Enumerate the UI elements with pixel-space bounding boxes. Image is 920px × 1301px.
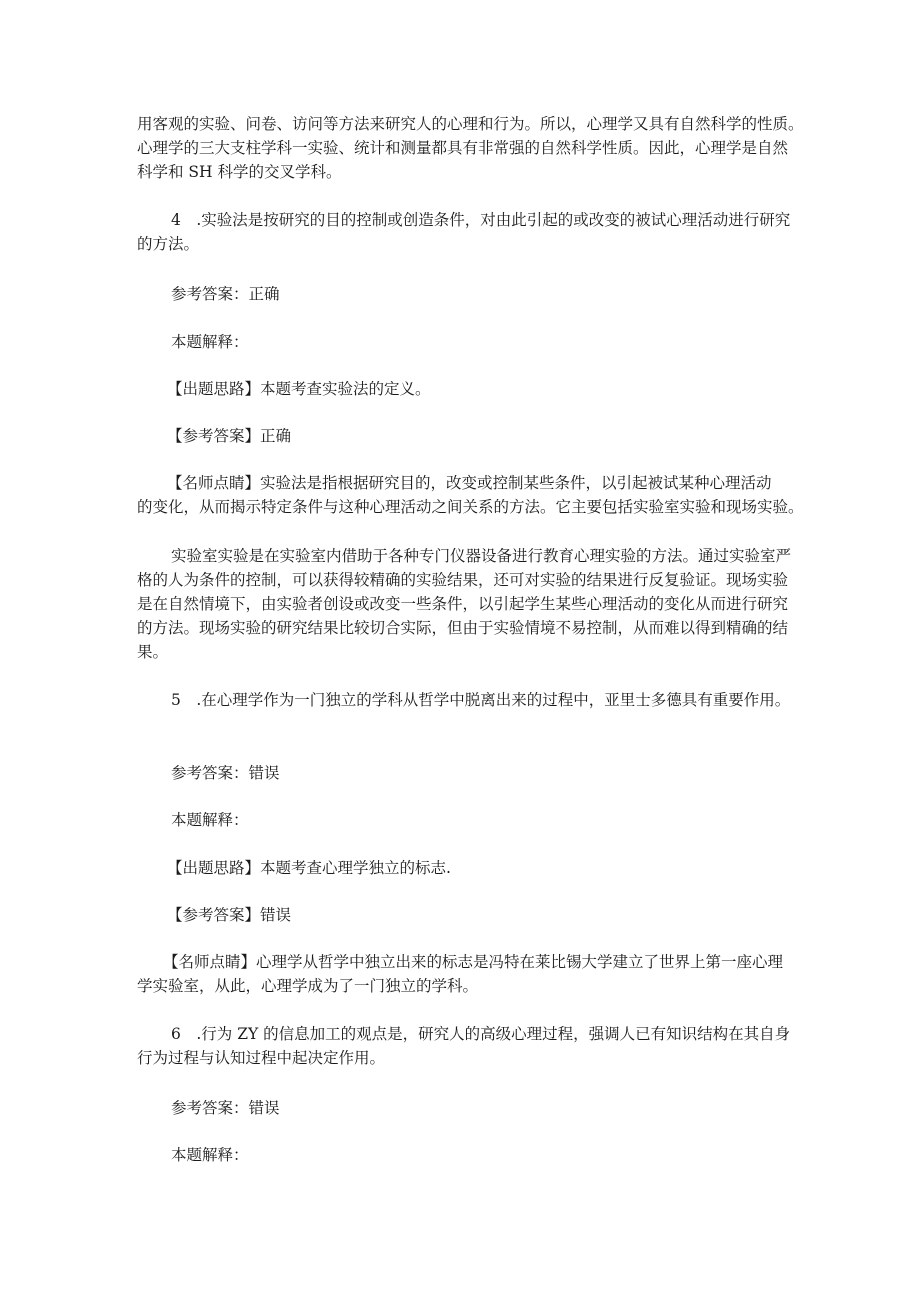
detail-line: 实验室实验是在实验室内借助于各种专门仪器设备进行教育心理实验的方法。通过实验室严: [171, 547, 792, 565]
teacher-tips: [137, 471, 804, 519]
text-line: 心理学的三大支柱学科一实验、统计和测量都具有非常强的自然科学性质。因此，心理学是自然: [137, 139, 789, 157]
text-line: 科学和 SH 科学的交叉学科。: [137, 163, 342, 181]
question-text-line: 4 .实验法是按研究的目的控制或创造条件，对由此引起的或改变的被试心理活动进行研究: [171, 211, 791, 229]
intro-paragraph: [137, 112, 804, 184]
reference-answer: 【参考答案】错误: [167, 906, 292, 924]
teacher-tips: [137, 950, 784, 998]
tips-line: 的变化，从而揭示特定条件与这种心理活动之间关系的方法。它主要包括实验室实验和现场实验。: [137, 498, 804, 516]
question-idea: 【出题思路】本题考查心理学独立的标志.: [167, 859, 451, 877]
explanation-label: 本题解释：: [171, 811, 249, 829]
question-6: [137, 1022, 791, 1070]
answer-label: 参考答案：错误: [171, 764, 280, 782]
explanation-label: 本题解释：: [171, 1146, 249, 1164]
question-4: [137, 208, 791, 256]
question-text-line: 行为过程与认知过程中起决定作用。: [137, 1049, 386, 1067]
explanation-label: 本题解释：: [171, 333, 249, 351]
reference-answer: 【参考答案】正确: [167, 427, 292, 445]
tips-line: 【名师点睛】实验法是指根据研究目的，改变或控制某些条件，以引起被试某种心理活动: [167, 474, 772, 492]
question-5: 5 .在心理学作为一门独立的学科从哲学中脱离出来的过程中，亚里士多德具有重要作用。: [171, 691, 791, 709]
tips-line: 【名师点睛】心理学从哲学中独立出来的标志是冯特在莱比锡大学建立了世界上第一座心理: [163, 953, 784, 971]
question-text-line: 6 .行为 ZY 的信息加工的观点是，研究人的高级心理过程，强调人已有知识结构在其自身: [171, 1025, 791, 1043]
tips-line: 学实验室，从此，心理学成为了一门独立的学科。: [137, 977, 479, 995]
detail-line: 果。: [137, 643, 169, 661]
detail-line: 格的人为条件的控制，可以获得较精确的实验结果，还可对实验的结果进行反复验证。现场实验: [137, 571, 789, 589]
experiment-detail: [137, 544, 792, 664]
question-idea: 【出题思路】本题考查实验法的定义。: [167, 380, 431, 398]
question-text-line: 的方法。: [137, 235, 200, 253]
detail-line: 是在自然情境下，由实验者创设或改变一些条件，以引起学生某些心理活动的变化从而进行研究: [137, 595, 789, 613]
answer-label: 参考答案：错误: [171, 1099, 280, 1117]
answer-label: 参考答案：正确: [171, 285, 280, 303]
detail-line: 的方法。现场实验的研究结果比较切合实际，但由于实验情境不易控制，从而难以得到精确的结: [137, 619, 789, 637]
text-line: 用客观的实验、问卷、访问等方法来研究人的心理和行为。所以，心理学又具有自然科学的性质。: [137, 115, 804, 133]
